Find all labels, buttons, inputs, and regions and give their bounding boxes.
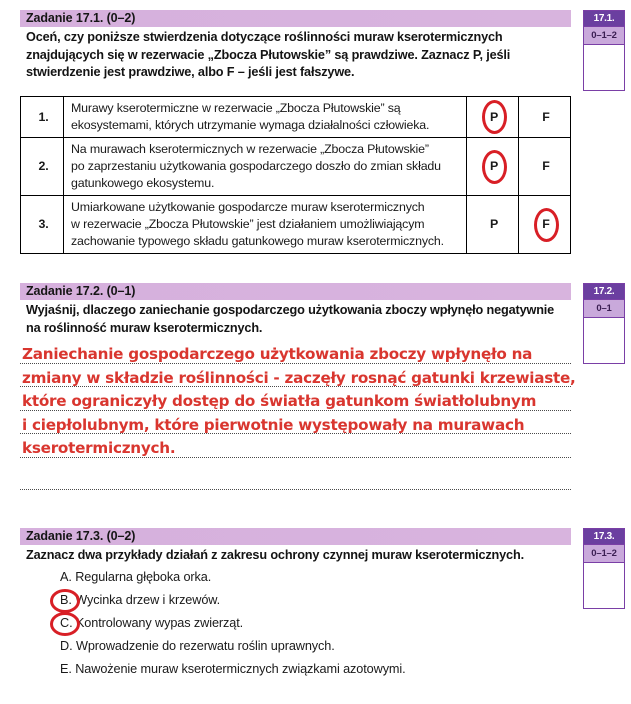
false-marker[interactable] <box>539 109 553 126</box>
statement-line: zachowanie typowego składu gatunkowego muraw kserotermicznych. <box>71 234 444 248</box>
statement-line: Murawy kserotermiczne w rezerwacie „Zbocza Płutowskie” są <box>71 101 401 115</box>
task-17-2-instruction: Wyjaśnij, dlaczego zaniechanie gospodarczego użytkowania zboczy wpłynęło negatywnie na roślinność muraw kserotermicznych. <box>26 303 555 335</box>
option-c-letter-circled: C. <box>60 612 73 635</box>
row-number: 2. <box>21 138 64 196</box>
row-number: 3. <box>21 196 64 254</box>
option-e-text: Nawożenie muraw kserotermicznych związkami azotowymi. <box>75 662 406 676</box>
option-b-text: Wycinka drzew i krzewów. <box>75 593 221 607</box>
scorebox-17-1-blank[interactable] <box>584 45 624 90</box>
scorebox-17-3-tag: 17.3. <box>584 529 624 544</box>
option-true-label: P <box>489 109 499 124</box>
task-17-1 <box>20 10 571 82</box>
row-statement <box>64 97 467 138</box>
statement-line: Na murawach kserotermicznych w rezerwacie „Zbocza Płutowskie” <box>71 142 429 156</box>
scorebox-17-1-tag: 17.1. <box>584 11 624 26</box>
task-17-2-title: Zadanie 17.2. (0–1) <box>20 283 571 300</box>
scorebox-17-2-tag: 17.2. <box>584 284 624 299</box>
false-marker-circled[interactable] <box>539 216 553 233</box>
task-17-2 <box>20 283 571 337</box>
answer-line[interactable] <box>20 459 571 491</box>
false-marker[interactable] <box>539 158 553 175</box>
answer-line[interactable] <box>20 341 571 365</box>
answer-handwriting: kserotermicznych. <box>22 439 176 457</box>
task-17-1-table-wrap <box>20 96 571 254</box>
scorebox-17-1-range: 0–1–2 <box>584 26 624 45</box>
statement-line: w rezerwacie „Zbocza Płutowskie” jest działaniem umożliwiającym <box>71 217 425 231</box>
true-false-table <box>20 96 571 254</box>
table-row <box>21 138 571 196</box>
scorebox-17-3-range: 0–1–2 <box>584 544 624 563</box>
row-number: 1. <box>21 97 64 138</box>
statement-line: po zaprzestaniu użytkowania gospodarczego doszło do zmian składu <box>71 159 441 173</box>
answer-handwriting: Zaniechanie gospodarczego użytkowania zboczy wpłynęło na <box>22 345 533 363</box>
option-true-label: P <box>489 217 499 231</box>
row-statement <box>64 196 467 254</box>
option-true[interactable] <box>467 97 519 138</box>
table-row <box>21 196 571 254</box>
option-true-label: P <box>489 159 499 173</box>
option-false[interactable] <box>519 196 571 254</box>
option-e[interactable] <box>20 658 571 681</box>
table-row <box>21 97 571 138</box>
task-17-1-instruction: Oceń, czy poniższe stwierdzenia dotyczące roślinności muraw kserotermicznych znajdujących się w rezerwacie „Zbocza Płutowskie” są prawdziwe. Zaznacz P, jeśli stwierdzenie jest prawdziwe, albo F – jeśli jest fałszywe. <box>26 30 511 79</box>
option-e-letter: E. <box>60 662 72 676</box>
answer-handwriting: i ciepłolubnym, które pierwotnie występowały na murawach <box>22 415 525 434</box>
option-d-text: Wprowadzenie do rezerwatu roślin uprawnych. <box>75 639 335 653</box>
task-17-2-answer-area[interactable] <box>20 341 576 491</box>
option-false-label: F <box>542 159 550 173</box>
option-a[interactable] <box>20 566 571 589</box>
scorebox-17-1 <box>583 10 625 91</box>
answer-line[interactable] <box>20 412 571 436</box>
option-c-text: Kontrolowany wypas zwierząt. <box>75 616 244 630</box>
statement-line: gatunkowego ekosystemu. <box>71 176 215 190</box>
true-marker-circled[interactable] <box>487 109 501 126</box>
option-d-letter: D. <box>60 639 73 653</box>
task-17-3-options <box>20 566 571 681</box>
statement-line: Umiarkowane użytkowanie gospodarcze muraw kserotermicznych <box>71 200 425 214</box>
task-17-3-instruction: Zaznacz dwa przykłady działań z zakresu ochrony czynnej muraw kserotermicznych. <box>26 548 524 562</box>
row-statement <box>64 138 467 196</box>
option-a-text: Regularna głęboka orka. <box>75 570 212 584</box>
option-true[interactable] <box>467 138 519 196</box>
option-false[interactable] <box>519 138 571 196</box>
option-false-label: F <box>542 217 550 231</box>
task-17-1-title: Zadanie 17.1. (0–2) <box>20 10 571 27</box>
option-b[interactable] <box>20 589 571 612</box>
answer-handwriting: zmiany w składzie roślinności - zaczęły rosnąć gatunki krzewiaste, <box>22 368 576 387</box>
option-d[interactable] <box>20 635 571 658</box>
option-true[interactable] <box>467 196 519 254</box>
scorebox-17-3 <box>583 528 625 609</box>
option-b-letter-circled: B. <box>60 589 72 612</box>
scorebox-17-2-blank[interactable] <box>584 318 624 363</box>
task-17-3-title: Zadanie 17.3. (0–2) <box>20 528 571 545</box>
answer-rule <box>20 489 571 490</box>
task-17-3 <box>20 528 571 565</box>
scorebox-17-2-range: 0–1 <box>584 299 624 318</box>
statement-line: ekosystemami, których utrzymanie wymaga działalności człowieka. <box>71 118 430 132</box>
answer-line[interactable] <box>20 365 576 389</box>
answer-handwriting: które ograniczyły dostęp do światła gatunkom światłolubnym <box>22 392 537 410</box>
option-false-label: F <box>542 109 550 124</box>
option-false[interactable] <box>519 97 571 138</box>
answer-line[interactable] <box>20 388 571 412</box>
true-marker[interactable] <box>487 216 501 233</box>
true-marker-circled[interactable] <box>487 158 501 175</box>
scorebox-17-3-blank[interactable] <box>584 563 624 608</box>
answer-line[interactable] <box>20 435 571 459</box>
scorebox-17-2 <box>583 283 625 364</box>
option-c[interactable] <box>20 612 571 635</box>
option-a-letter: A. <box>60 570 72 584</box>
